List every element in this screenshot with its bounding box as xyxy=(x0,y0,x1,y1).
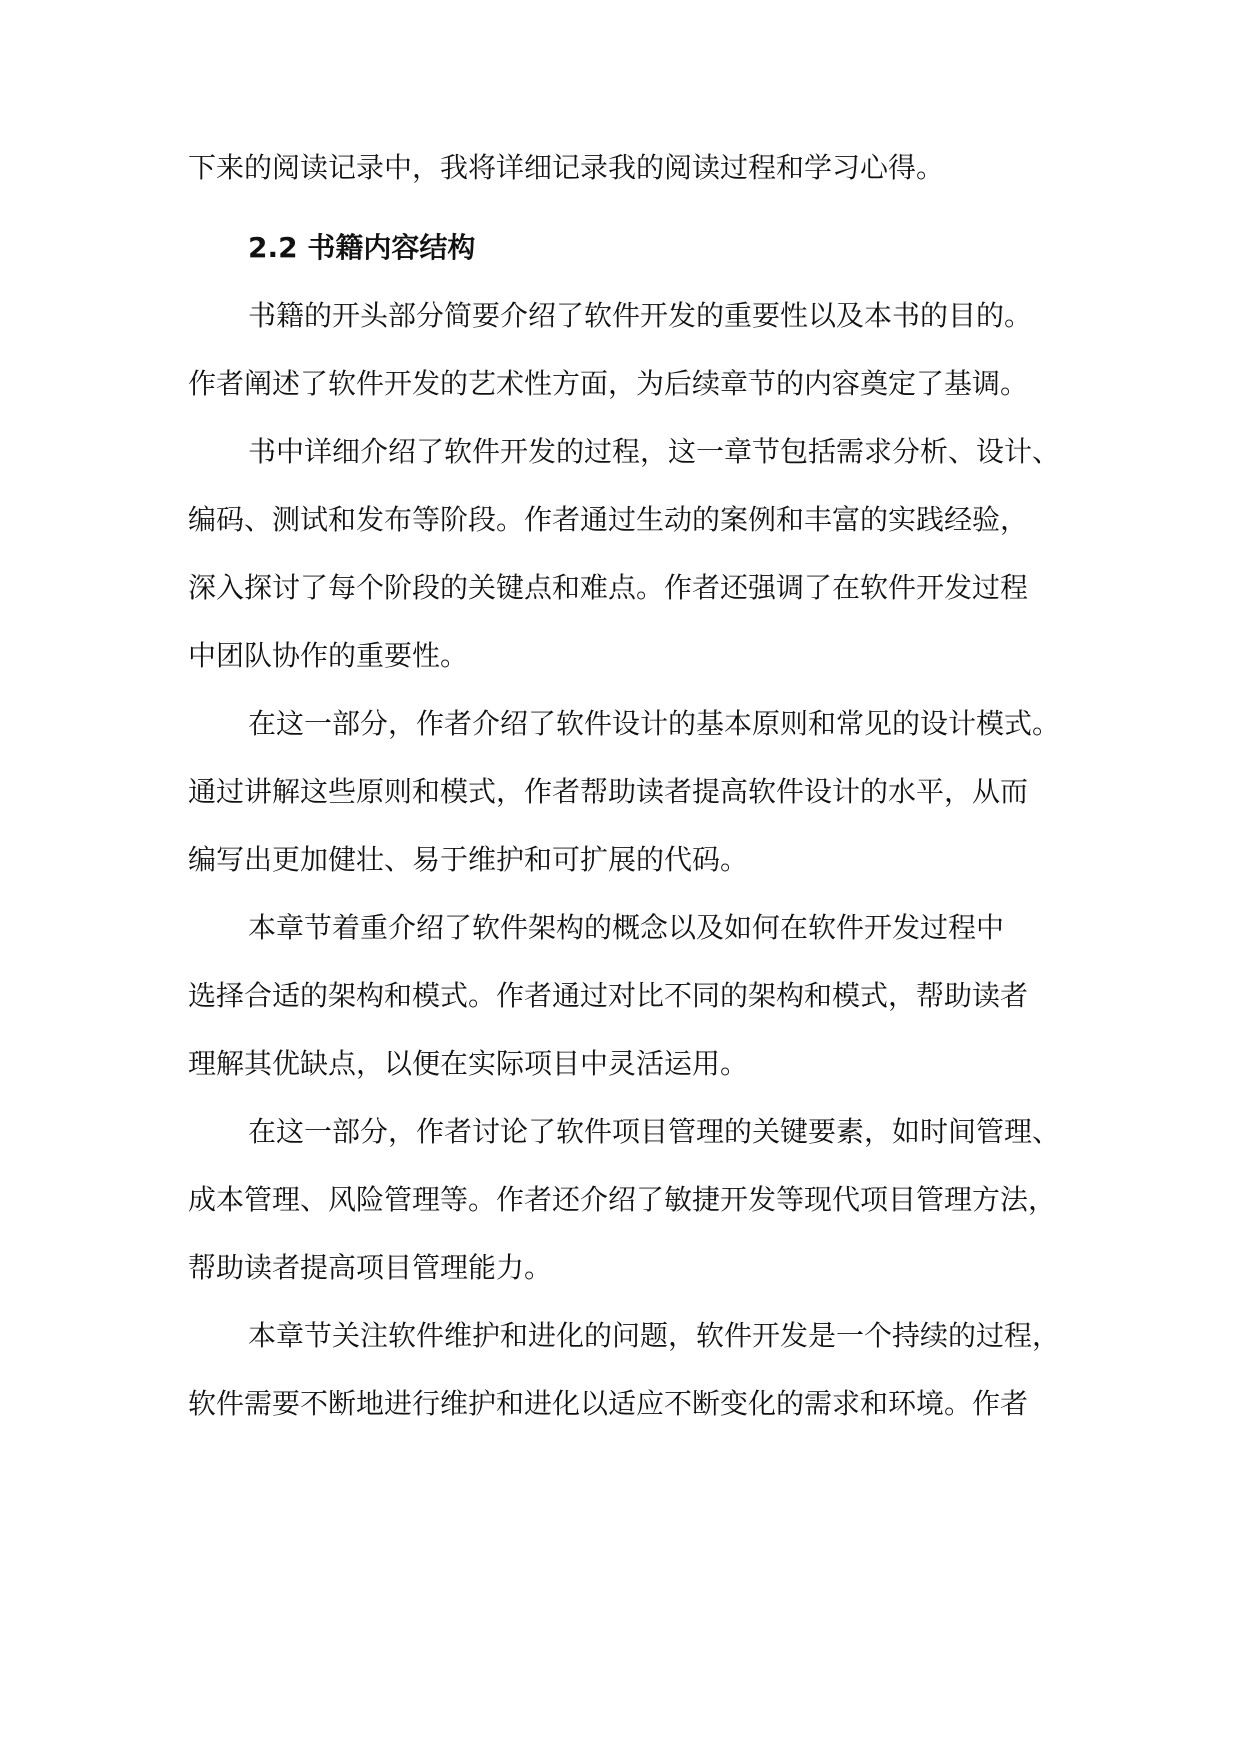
paragraph-line: 本章节着重介绍了软件架构的概念以及如何在软件开发过程中 xyxy=(248,911,1005,944)
paragraph-line: 理解其优缺点，以便在实际项目中灵活运用。 xyxy=(188,1047,749,1080)
paragraph-line: 书籍的开头部分简要介绍了软件开发的重要性以及本书的目的。 xyxy=(248,299,1033,332)
section-heading: 2.2 书籍内容结构 xyxy=(248,231,476,264)
paragraph-line: 作者阐述了软件开发的艺术性方面，为后续章节的内容奠定了基调。 xyxy=(188,367,1029,400)
paragraph-line: 在这一部分，作者讨论了软件项目管理的关键要素，如时间管理、 xyxy=(248,1115,1061,1148)
paragraph-line: 中团队协作的重要性。 xyxy=(188,639,469,672)
paragraph-line: 软件需要不断地进行维护和进化以适应不断变化的需求和环境。作者 xyxy=(188,1387,1029,1420)
paragraph-line: 本章节关注软件维护和进化的问题，软件开发是一个持续的过程， xyxy=(248,1319,1061,1352)
paragraph-line: 成本管理、风险管理等。作者还介绍了敏捷开发等现代项目管理方法， xyxy=(188,1183,1057,1216)
paragraph-line: 深入探讨了每个阶段的关键点和难点。作者还强调了在软件开发过程 xyxy=(188,571,1029,604)
paragraph-line: 在这一部分，作者介绍了软件设计的基本原则和常见的设计模式。 xyxy=(248,707,1061,740)
paragraph-line: 编码、测试和发布等阶段。作者通过生动的案例和丰富的实践经验， xyxy=(188,503,1029,536)
paragraph-line: 下来的阅读记录中，我将详细记录我的阅读过程和学习心得。 xyxy=(188,151,945,184)
paragraph-line: 选择合适的架构和模式。作者通过对比不同的架构和模式，帮助读者 xyxy=(188,979,1029,1012)
paragraph-line: 书中详细介绍了软件开发的过程，这一章节包括需求分析、设计、 xyxy=(248,435,1061,468)
paragraph-line: 编写出更加健壮、易于维护和可扩展的代码。 xyxy=(188,843,749,876)
paragraph-line: 通过讲解这些原则和模式，作者帮助读者提高软件设计的水平，从而 xyxy=(188,775,1029,808)
paragraph-line: 帮助读者提高项目管理能力。 xyxy=(188,1251,553,1284)
